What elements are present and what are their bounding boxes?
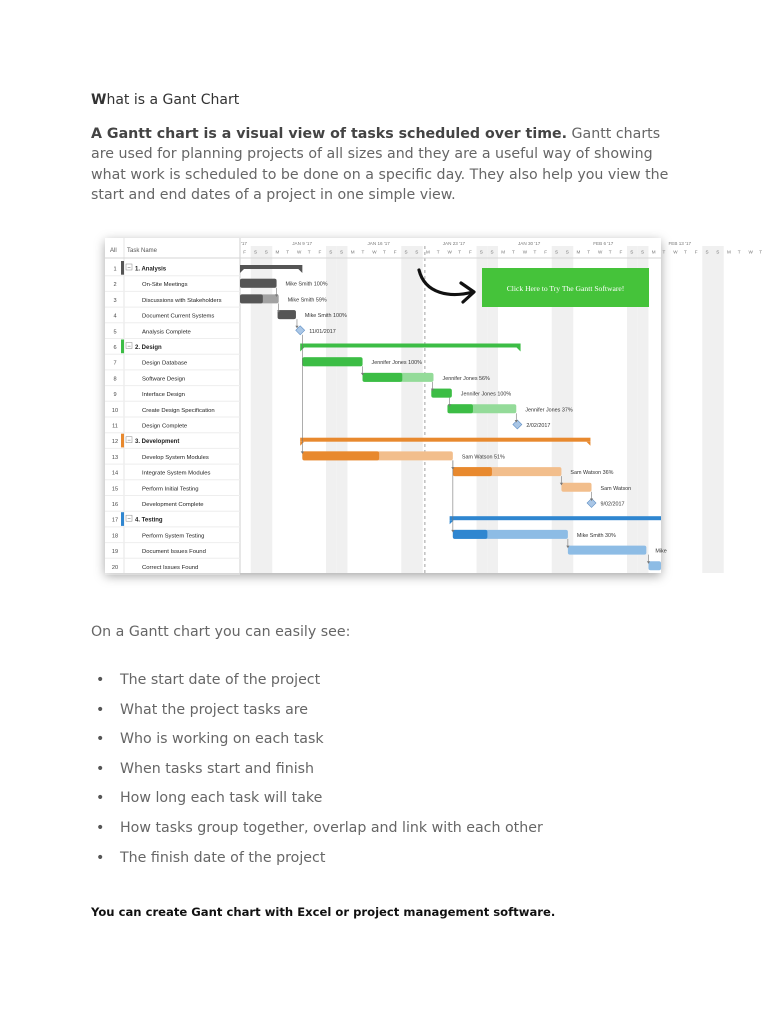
intro-paragraph — [91, 124, 681, 206]
weekend-column — [412, 246, 423, 573]
task-assignee-label: Jennifer Jones 56% — [442, 375, 490, 382]
group-summary-bar — [300, 344, 520, 348]
day-label: F — [469, 249, 472, 255]
task-assignee-label: Mike — [655, 548, 667, 555]
day-label: F — [318, 249, 322, 255]
header-all: All — [110, 248, 117, 254]
day-label: W — [673, 249, 678, 255]
day-label: W — [372, 249, 377, 255]
list-item: • The start date of the project — [91, 669, 543, 699]
day-label: F — [393, 249, 397, 255]
day-label: T — [587, 249, 591, 255]
row-number: 3 — [113, 297, 117, 304]
row-number: 14 — [111, 470, 119, 477]
gantt-screenshot — [105, 238, 763, 573]
day-label: S — [254, 249, 258, 255]
day-label: W — [748, 249, 753, 255]
row-number: 13 — [111, 454, 119, 461]
day-label: S — [264, 249, 268, 255]
day-label: S — [716, 249, 720, 255]
day-label: T — [361, 249, 365, 255]
task-progress — [431, 389, 451, 398]
task-progress — [453, 467, 492, 476]
task-assignee-label: Sam Watson — [600, 485, 632, 492]
task-progress — [453, 530, 488, 539]
group-color-marker — [121, 434, 124, 448]
day-label: T — [533, 249, 537, 255]
try-software-label: Click Here to Try The Gantt Software! — [506, 284, 625, 293]
week-label: JAN 9 '17 — [292, 241, 313, 246]
day-label: F — [619, 249, 623, 255]
row-number: 5 — [113, 329, 117, 336]
task-name: Analysis Complete — [142, 329, 191, 336]
day-label: S — [630, 249, 634, 255]
lead-text: On a Gantt chart you can easily see: — [91, 624, 351, 640]
task-assignee-label: Jennifer Jones 100% — [460, 391, 512, 398]
milestone-date-label: 9/02/2017 — [600, 501, 625, 508]
weekend-column — [713, 246, 724, 573]
heading-initial: W — [91, 92, 107, 108]
pointer-arrow-icon — [419, 270, 473, 294]
week-label: JAN 16 '17 — [367, 241, 390, 246]
task-assignee-label: Mike Smith 100% — [285, 281, 328, 288]
task-assignee-label: Mike Smith 59% — [287, 297, 327, 304]
closing-note: You can create Gant chart with Excel or project management software. — [91, 905, 556, 919]
group-bar-end-cap — [586, 442, 590, 446]
task-name: Correct Issues Found — [142, 564, 199, 571]
task-name: Design Database — [142, 360, 188, 367]
task-bar — [568, 546, 646, 555]
gantt-chart — [105, 238, 763, 573]
row-number: 6 — [113, 345, 117, 351]
day-label: T — [608, 249, 612, 255]
collapse-toggle-label: − — [127, 344, 131, 350]
week-label: FEB 6 '17 — [593, 241, 614, 246]
task-name: Perform Initial Testing — [142, 486, 199, 493]
day-label: W — [447, 249, 452, 255]
intro-body: Gantt charts are used for planning projects of all sizes and they are a useful way of showing what work is scheduled to be done on a specific day. They also help you view the start and end dates of a project in one simple view. — [91, 126, 669, 204]
day-label: F — [243, 249, 247, 255]
day-label: S — [641, 249, 645, 255]
task-progress — [240, 279, 277, 288]
list-item: • Who is working on each task — [91, 728, 543, 758]
task-name: Document Issues Found — [142, 549, 206, 556]
day-label: S — [329, 249, 333, 255]
row-number: 8 — [113, 376, 117, 383]
row-number: 4 — [113, 313, 117, 320]
day-label: T — [662, 249, 666, 255]
day-label: S — [705, 249, 709, 255]
task-progress — [278, 310, 296, 319]
row-number: 19 — [111, 549, 119, 556]
day-label: S — [490, 249, 494, 255]
weekend-column — [337, 246, 348, 573]
day-label: T — [307, 249, 311, 255]
weekend-column — [702, 246, 713, 573]
day-label: M — [426, 249, 430, 255]
task-name: Integrate System Modules — [142, 470, 211, 477]
task-progress — [240, 294, 263, 303]
row-number: 10 — [111, 407, 119, 414]
task-name: Development Complete — [142, 502, 204, 508]
day-label: T — [684, 249, 687, 255]
group-color-marker — [121, 512, 124, 526]
day-label: T — [512, 249, 515, 255]
row-number: 1 — [113, 266, 117, 273]
day-label: S — [415, 249, 419, 255]
day-label: T — [458, 249, 462, 255]
day-label: M — [651, 249, 656, 255]
row-number: 11 — [112, 423, 118, 430]
list-item: • What the project tasks are — [91, 699, 543, 729]
task-bar — [649, 561, 662, 570]
task-panel — [105, 238, 240, 573]
task-assignee-label: Mike Smith 100% — [304, 313, 347, 320]
task-bar — [561, 483, 591, 492]
group-name: 4. Testing — [135, 517, 163, 524]
day-label: S — [555, 249, 559, 255]
list-item: • When tasks start and finish — [91, 758, 543, 788]
task-progress — [302, 451, 379, 460]
heading-rest: hat is a Gant Chart — [106, 92, 240, 108]
collapse-toggle-label: − — [127, 265, 131, 272]
row-number: 17 — [111, 517, 119, 524]
row-number: 15 — [111, 486, 119, 493]
page-heading — [91, 92, 239, 108]
task-assignee-label: Mike Smith 30% — [576, 532, 616, 539]
day-label: T — [759, 249, 763, 255]
group-summary-bar — [240, 265, 302, 269]
weekend-column — [401, 246, 412, 573]
milestone-date-label: 11/01/2017 — [309, 328, 336, 335]
week-label: JAN 30 '17 — [518, 241, 541, 246]
task-name: Software Design — [142, 376, 186, 383]
collapse-toggle-label: − — [127, 516, 131, 523]
week-label: FEB 13 '17 — [668, 241, 692, 246]
group-summary-bar — [300, 438, 590, 442]
milestone-diamond-icon — [513, 420, 522, 429]
day-label: S — [565, 249, 569, 255]
day-label: S — [479, 249, 483, 255]
group-color-marker — [121, 340, 124, 354]
day-label: W — [598, 249, 603, 255]
day-label: M — [275, 249, 280, 255]
task-name: Develop System Modules — [142, 454, 209, 461]
day-label: S — [404, 249, 408, 255]
group-name: 3. Development — [135, 439, 180, 446]
day-label: T — [286, 249, 290, 255]
list-item: • How tasks group together, overlap and link with each other — [91, 817, 543, 847]
group-summary-bar — [450, 516, 661, 520]
weekend-column — [326, 246, 337, 573]
task-name: Design Complete — [142, 423, 188, 430]
task-assignee-label: Sam Watson 36% — [570, 470, 614, 477]
day-label: F — [694, 249, 698, 255]
collapse-toggle-label: − — [127, 438, 131, 445]
group-color-marker — [121, 261, 124, 275]
row-number: 2 — [113, 282, 117, 289]
task-name: Interface Design — [142, 392, 185, 399]
row-number: 16 — [111, 502, 119, 508]
day-label: M — [350, 249, 355, 255]
row-number: 7 — [113, 360, 117, 367]
intro-bold-sentence: A Gantt chart is a visual view of tasks scheduled over time. — [91, 126, 568, 142]
day-label: T — [383, 249, 386, 255]
row-number: 20 — [111, 564, 119, 571]
milestone-date-label: 2/02/2017 — [526, 423, 551, 429]
header-task-name: Task Name — [127, 248, 158, 254]
day-label: M — [576, 249, 581, 255]
feature-list — [91, 669, 543, 876]
row-number: 18 — [111, 533, 119, 540]
day-label: W — [297, 249, 302, 255]
task-assignee-label: Jennifer Jones 100% — [371, 360, 422, 367]
day-label: M — [727, 249, 731, 255]
task-name: Discussions with Stakeholders — [142, 297, 222, 304]
group-bar-end-cap — [517, 348, 521, 352]
group-bar-start-cap — [240, 269, 244, 273]
row-number: 12 — [111, 439, 119, 446]
week-label: '17 — [241, 241, 247, 246]
day-label: T — [436, 249, 440, 255]
week-label: JAN 23 '17 — [442, 241, 466, 246]
task-name: Perform System Testing — [142, 533, 205, 540]
task-progress — [363, 373, 403, 382]
task-name: Document Current Systems — [142, 313, 215, 320]
group-name: 1. Analysis — [135, 266, 167, 273]
task-name: On-Site Meetings — [142, 282, 188, 289]
day-label: S — [340, 249, 344, 255]
task-name: Create Design Specification — [142, 407, 215, 414]
day-label: T — [737, 249, 741, 255]
task-assignee-label: Sam Watson 51% — [461, 454, 505, 461]
group-name: 2. Design — [135, 345, 162, 351]
list-item: • How long each task will take — [91, 787, 543, 817]
task-progress — [447, 404, 472, 413]
row-number: 9 — [113, 392, 117, 399]
task-assignee-label: Jennifer Jones 37% — [525, 407, 573, 414]
day-label: F — [544, 249, 548, 255]
task-progress — [302, 357, 362, 366]
day-label: M — [501, 249, 506, 255]
group-bar-end-cap — [298, 269, 302, 273]
day-label: W — [522, 249, 528, 255]
list-item: • The finish date of the project — [91, 847, 543, 877]
